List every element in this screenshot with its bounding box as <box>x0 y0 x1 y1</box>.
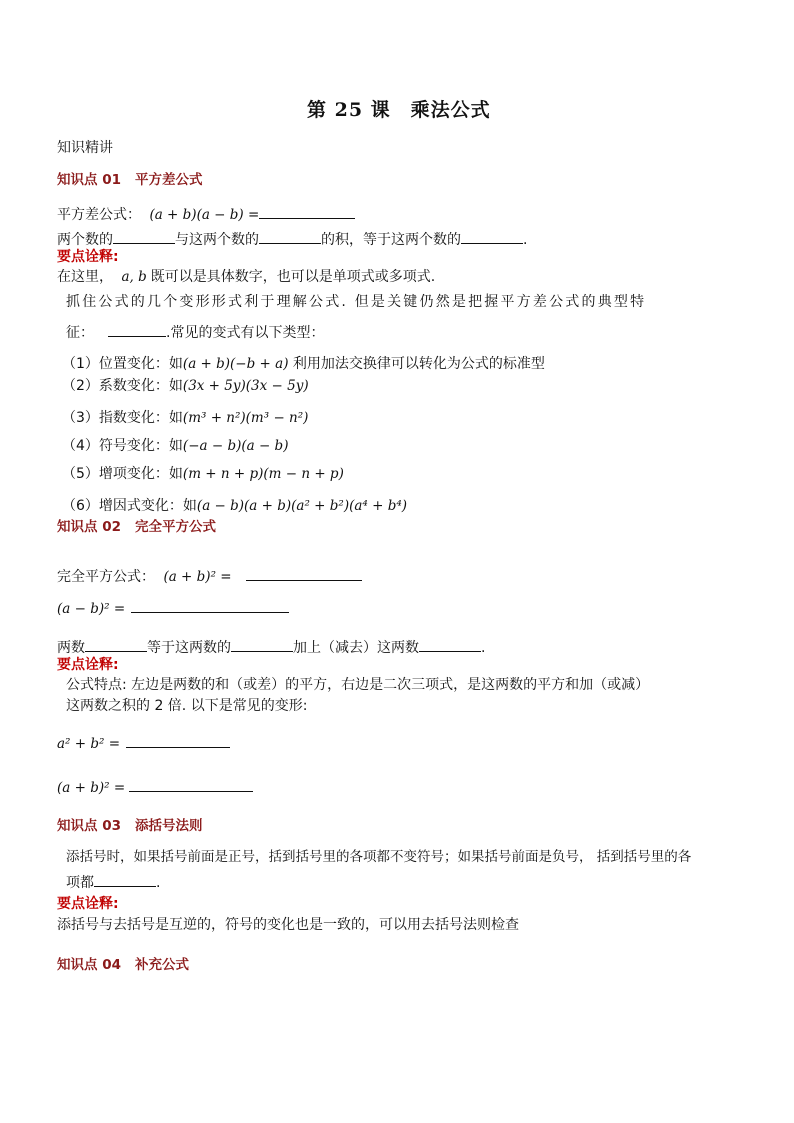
kp1-formula-expr: (a + b)(a − b) = <box>149 207 260 223</box>
kp2-note-line2: 这两数之积的 2 倍. 以下是常见的变形: <box>66 698 308 714</box>
variant-label: （4）符号变化：如 <box>62 438 183 454</box>
kp3-heading <box>57 817 203 835</box>
kp1-number: 知识点 01 <box>57 172 121 188</box>
kp2-deform-2 <box>57 776 253 797</box>
sentence-text: 两数 <box>57 640 85 656</box>
fill-blank[interactable] <box>85 636 147 652</box>
note-text: .常见的变式有以下类型： <box>166 325 325 341</box>
kp2-formula-2 <box>57 597 289 618</box>
variant-6 <box>62 497 407 515</box>
kp1-name: 平方差公式 <box>135 172 203 188</box>
variant-4 <box>62 437 288 455</box>
kp1-sentence <box>57 228 527 249</box>
kp3-note-title: 要点诠释: <box>57 896 119 912</box>
fill-blank[interactable] <box>113 228 175 244</box>
fill-blank[interactable] <box>129 776 253 792</box>
variant-expr: (a − b)(a + b)(a² + b²)(a⁴ + b⁴) <box>196 498 408 514</box>
note-text: 征： <box>66 325 94 341</box>
kp1-formula <box>57 203 355 224</box>
kp2-note-line1: 公式特点: 左边是两数的和（或差）的平方，右边是二次三项式，是这两数的平方和加（或减） <box>66 677 650 693</box>
fill-blank[interactable] <box>246 565 362 581</box>
fill-blank[interactable] <box>108 321 166 337</box>
kp3-text: 项都 <box>66 875 94 891</box>
variant-tail: 利用加法交换律可以转化为公式的标准型 <box>288 356 545 372</box>
kp2-name: 完全平方公式 <box>135 519 216 535</box>
fill-blank[interactable] <box>131 597 289 613</box>
kp2-sentence <box>57 636 485 657</box>
kp4-heading <box>57 956 189 974</box>
note-text: 在这里， <box>57 269 113 285</box>
sentence-text: 加上（减去）这两数 <box>293 640 419 656</box>
fill-blank[interactable] <box>126 732 230 748</box>
kp2-heading <box>57 518 216 536</box>
variant-1 <box>62 355 545 373</box>
variant-expr: (m + n + p)(m − n + p) <box>182 466 344 482</box>
variant-expr: (3x + 5y)(3x − 5y) <box>182 378 309 394</box>
variant-5 <box>62 465 344 483</box>
note-math: a, b <box>121 269 147 285</box>
fill-blank[interactable] <box>259 228 321 244</box>
fill-blank[interactable] <box>419 636 481 652</box>
variant-label: （3）指数变化：如 <box>62 410 183 426</box>
sentence-text: 与这两个数的 <box>175 232 259 248</box>
kp2-formula-1 <box>57 565 362 586</box>
note-text: 既可以是具体数字，也可以是单项式或多项式. <box>150 269 436 285</box>
variant-3 <box>62 409 308 427</box>
kp3-note-line: 添括号与去括号是互逆的，符号的变化也是一致的，可以用去括号法则检查 <box>57 917 519 933</box>
fill-blank[interactable] <box>231 636 293 652</box>
variant-expr: (m³ + n²)(m³ − n²) <box>182 410 309 426</box>
intro-heading: 知识精讲 <box>57 140 113 156</box>
sentence-text: 的积，等于这两个数的 <box>321 232 461 248</box>
variant-label: （6）增因式变化：如 <box>62 498 197 514</box>
kp1-note-line3 <box>66 321 324 342</box>
fill-blank[interactable] <box>461 228 523 244</box>
fill-blank[interactable] <box>94 871 156 887</box>
kp4-name: 补充公式 <box>135 957 189 973</box>
variant-label: （2）系数变化：如 <box>62 378 183 394</box>
variant-2 <box>62 377 309 395</box>
kp2-number: 知识点 02 <box>57 519 121 535</box>
kp4-number: 知识点 04 <box>57 957 121 973</box>
kp3-line1: 添括号时，如果括号前面是正号，括到括号里的各项都不变符号；如果括号前面是负号， 括到括号里的各 <box>66 849 692 865</box>
kp3-text: . <box>156 875 161 891</box>
variant-label: （1）位置变化：如 <box>62 356 183 372</box>
kp2-note-title: 要点诠释: <box>57 657 119 673</box>
kp2-formula-label: 完全平方公式： <box>57 569 155 585</box>
kp3-name: 添括号法则 <box>135 818 203 834</box>
sentence-text: 等于这两数的 <box>147 640 231 656</box>
variant-expr: (−a − b)(a − b) <box>182 438 289 454</box>
sentence-text: 两个数的 <box>57 232 113 248</box>
kp2-formula-expr: (a − b)² = <box>57 601 126 617</box>
kp1-heading <box>57 171 203 189</box>
kp3-number: 知识点 03 <box>57 818 121 834</box>
sentence-text: . <box>523 232 528 248</box>
variant-label: （5）增项变化：如 <box>62 466 183 482</box>
kp1-note-title: 要点诠释: <box>57 249 119 265</box>
page-title: 第 25 课 乘法公式 <box>307 99 491 121</box>
deform-expr: (a + b)² = <box>57 780 126 796</box>
kp1-note-line2: 抓住公式的几个变形形式利于理解公式. 但是关键仍然是把握平方差公式的典型特 <box>66 294 647 310</box>
sentence-text: . <box>481 640 486 656</box>
kp2-deform-1 <box>57 732 230 753</box>
kp2-formula-expr: (a + b)² = <box>163 569 232 585</box>
deform-expr: a² + b² = <box>57 736 121 752</box>
variant-expr: (a + b)(−b + a) <box>182 356 289 372</box>
fill-blank[interactable] <box>259 203 355 219</box>
kp1-note-line1 <box>57 268 435 286</box>
kp1-formula-label: 平方差公式： <box>57 207 141 223</box>
kp3-line2 <box>66 871 160 892</box>
